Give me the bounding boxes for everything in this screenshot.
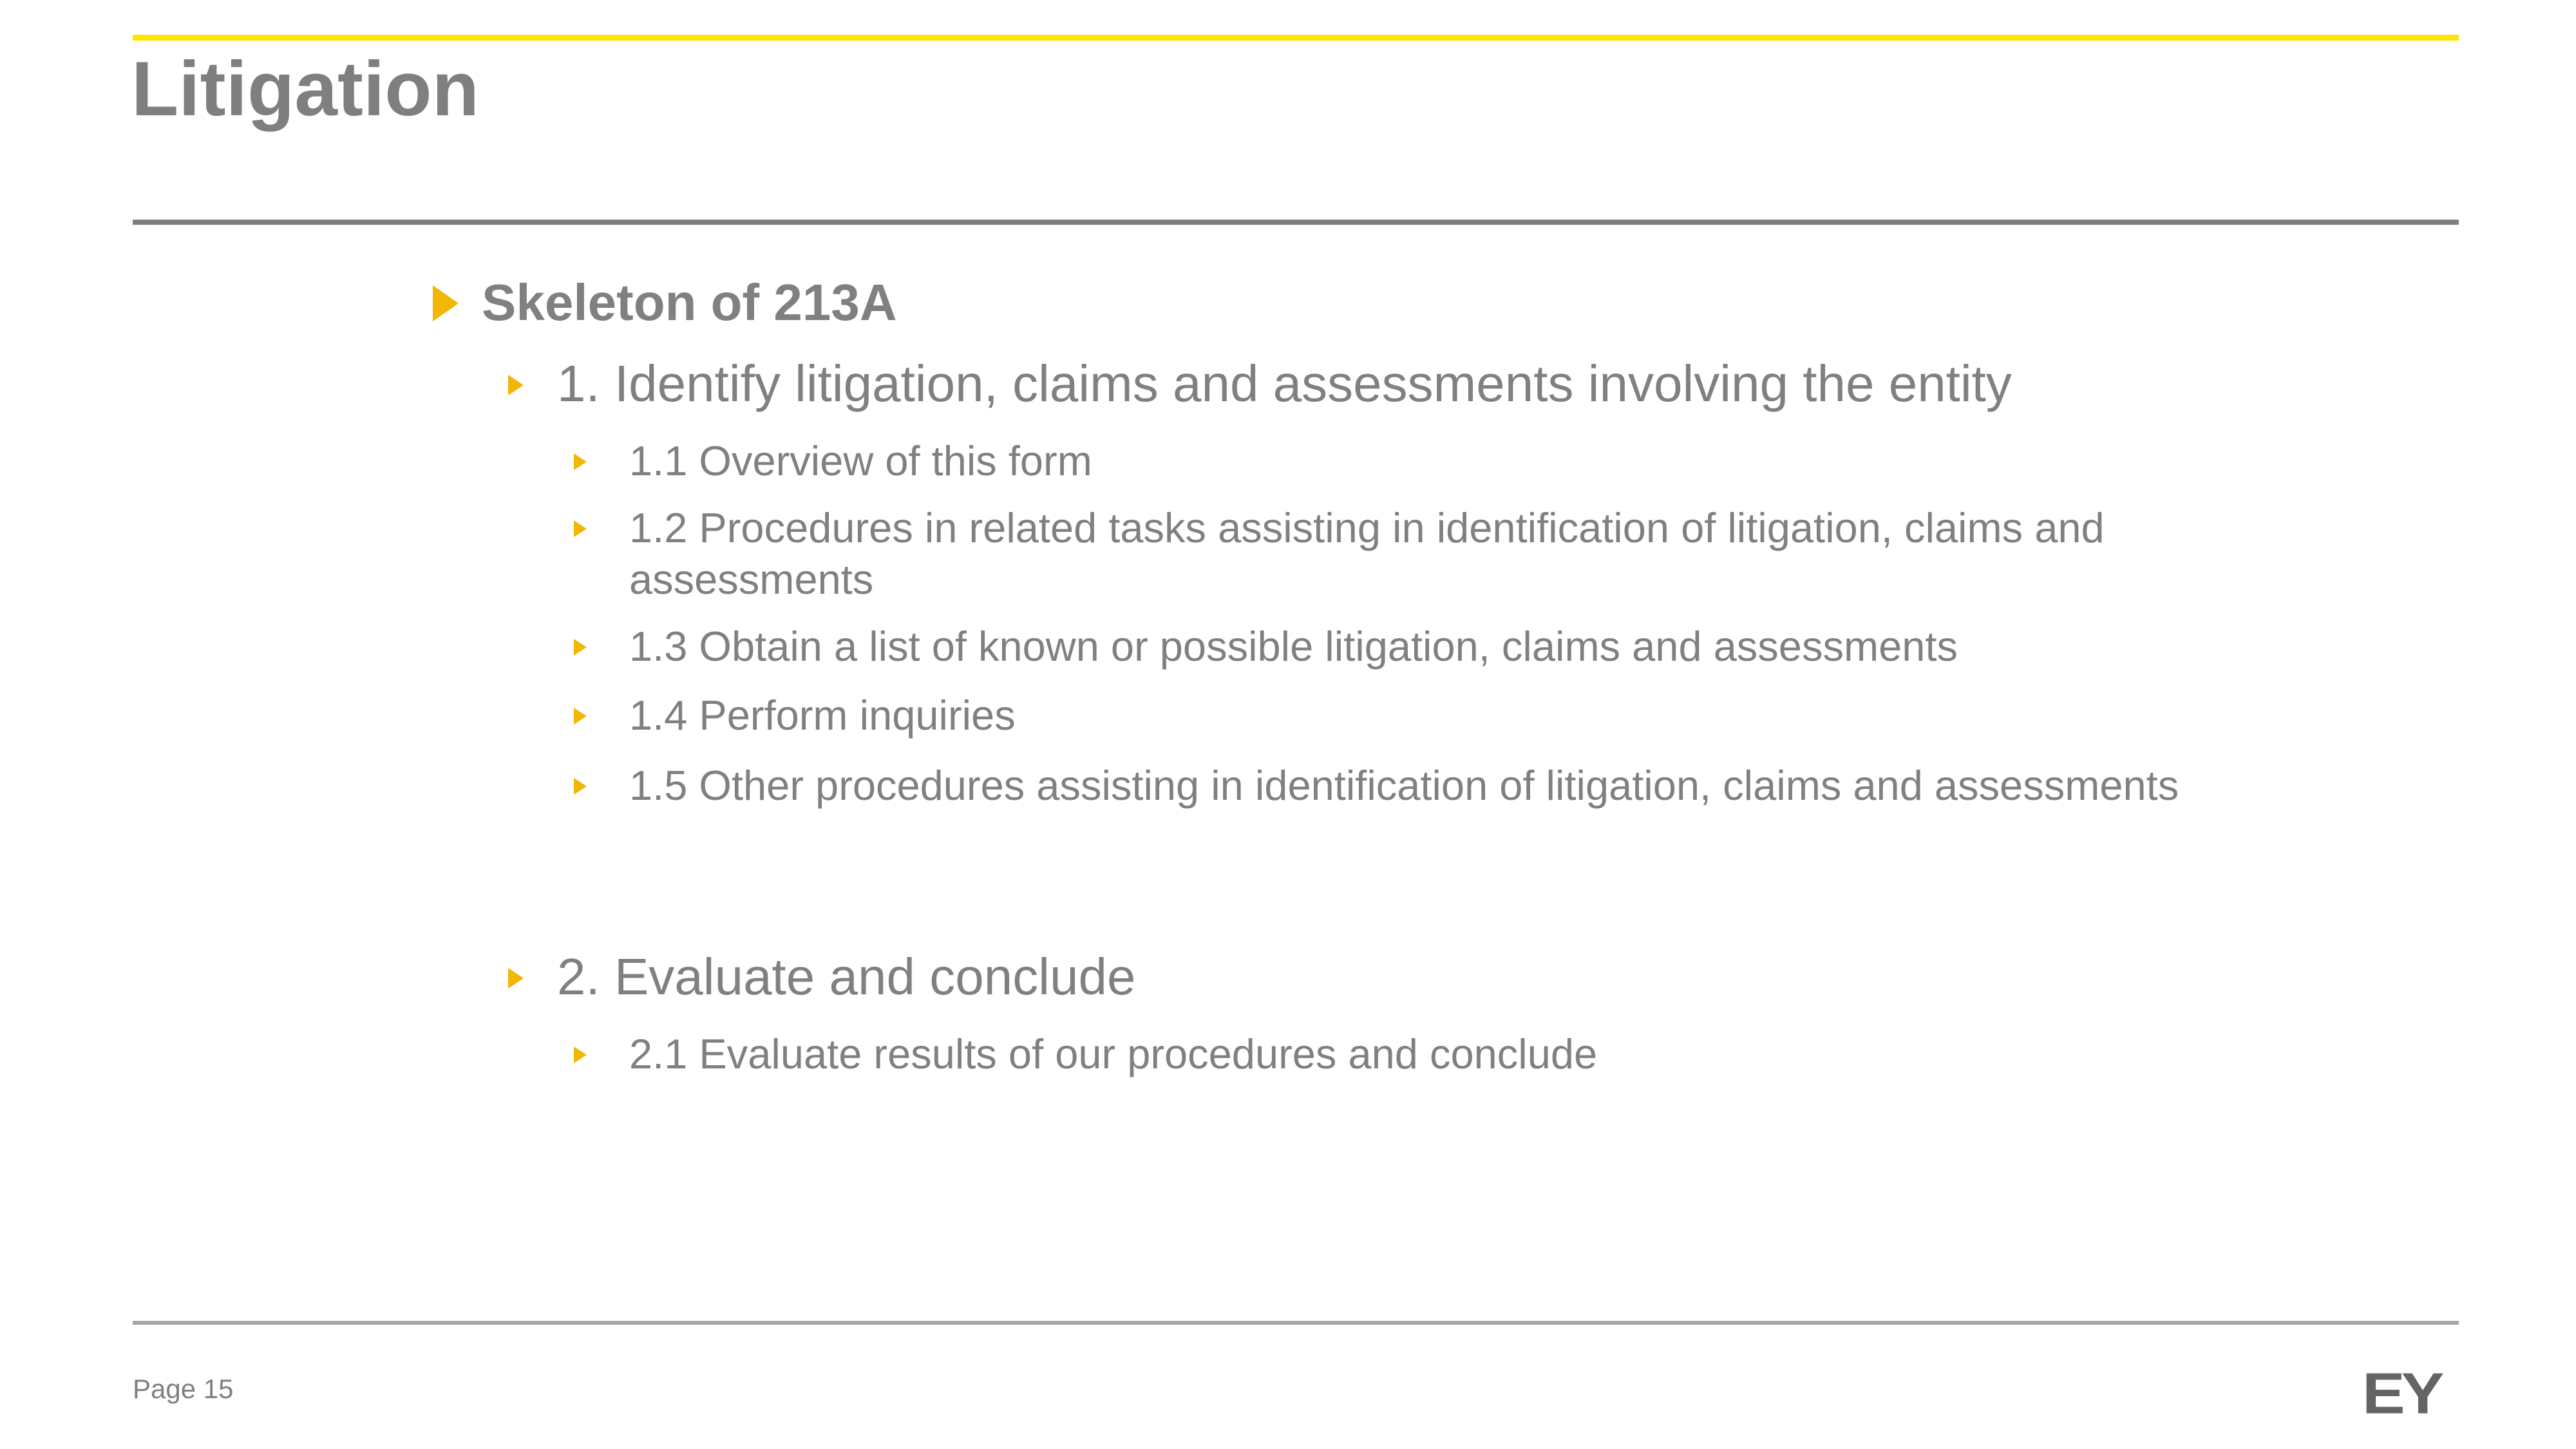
section-2-label: 2. Evaluate and conclude	[557, 948, 1136, 1005]
section-1	[557, 354, 2012, 413]
page-title: Litigation	[131, 46, 479, 132]
list-item-text: 1.5 Other procedures assisting in identification of litigation, claims and assessments	[629, 762, 2179, 809]
bullet-triangle-icon	[508, 968, 524, 989]
outline-heading	[482, 274, 897, 332]
bullet-triangle-icon	[574, 708, 587, 724]
list-item-text: 1.2 Procedures in related tasks assisting in identification of litigation, claims and assessments	[629, 504, 2105, 603]
list-item	[629, 760, 2252, 811]
list-item	[629, 435, 2252, 487]
list-item	[629, 502, 2252, 605]
footer-divider	[133, 1321, 2459, 1325]
bullet-triangle-icon	[574, 1046, 587, 1063]
bullet-triangle-icon	[508, 375, 524, 395]
section-2	[557, 947, 1135, 1007]
bullet-triangle-icon	[574, 639, 587, 656]
list-item	[629, 1028, 2252, 1080]
list-item	[629, 690, 2252, 741]
list-item-text: 1.4 Perform inquiries	[629, 692, 1016, 739]
ey-logo	[2362, 1370, 2459, 1422]
list-item-text: 2.1 Evaluate results of our procedures and conclude	[629, 1030, 1598, 1077]
bullet-triangle-icon	[574, 453, 587, 470]
ey-logo-text: EY	[2362, 1370, 2441, 1417]
bullet-triangle-icon	[574, 778, 587, 795]
bullet-triangle-icon	[574, 520, 587, 537]
list-item-text: 1.1 Overview of this form	[629, 437, 1092, 484]
list-item-text: 1.3 Obtain a list of known or possible litigation, claims and assessments	[629, 623, 1958, 670]
outline-heading-text: Skeleton of 213A	[482, 274, 897, 331]
bullet-triangle-icon	[433, 285, 459, 321]
section-1-label: 1. Identify litigation, claims and assessments involving the entity	[557, 355, 2012, 412]
list-item	[629, 621, 2252, 672]
page-number: Page 15	[133, 1374, 234, 1404]
